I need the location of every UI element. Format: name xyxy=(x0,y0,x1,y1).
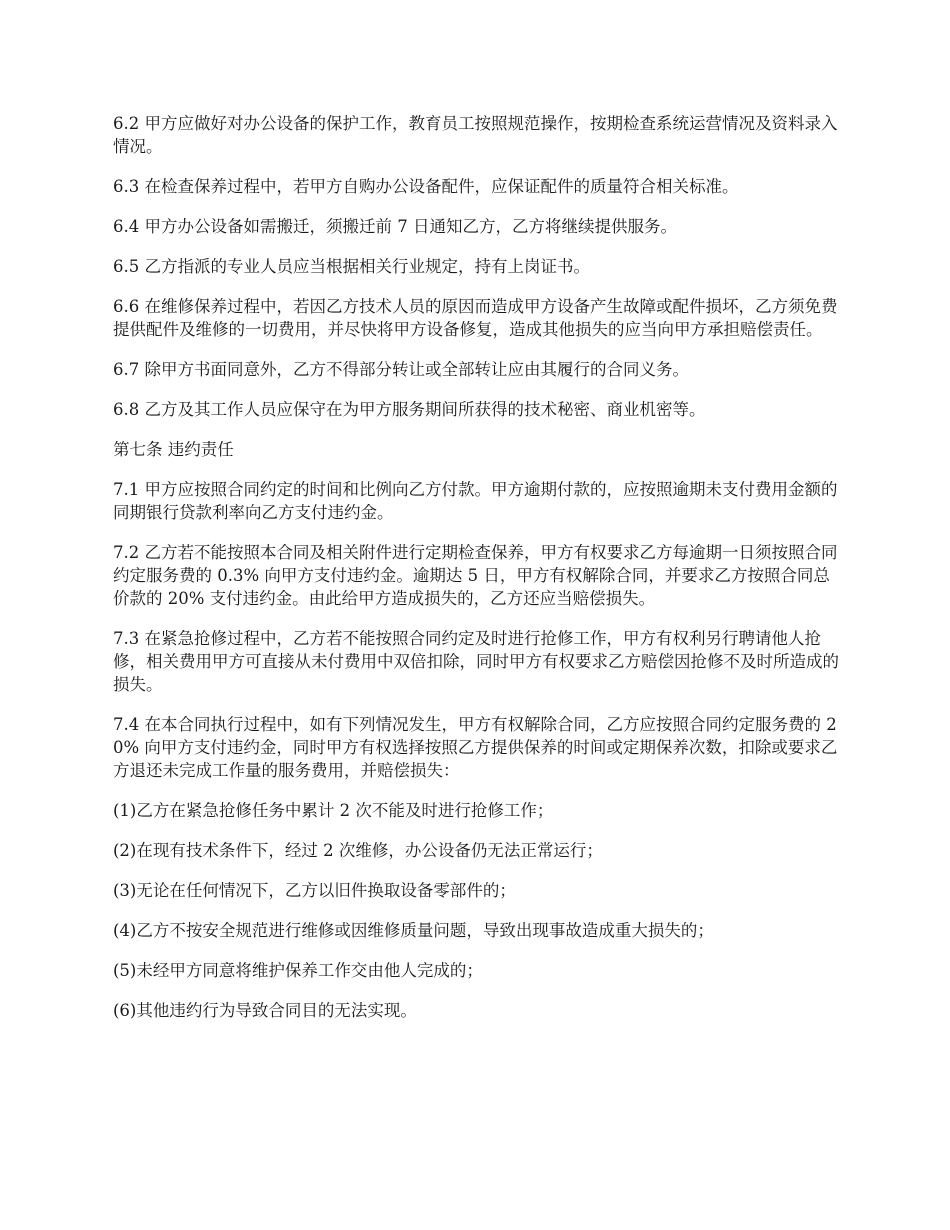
paragraph-6-6: 6.6 在维修保养过程中，若因乙方技术人员的原因而造成甲方设备产生故障或配件损坏，乙方须免费提供配件及维修的一切费用，并尽快将甲方设备修复，造成其他损失的应当向甲方承担赔偿责任。 xyxy=(113,297,838,339)
list-item-5: (5)未经甲方同意将维护保养工作交由他人完成的； xyxy=(113,961,483,980)
clause-7-2: 7.2 乙方若不能按照本合同及相关附件进行定期检查保养，甲方有权要求乙方每逾期一日须按照合同约定服务费的 0.3% 向甲方支付违约金。逾期达 5 日，甲方有权解除合同，并要求乙方按照合同总价款的 20% 支付违约金。由此给甲方造成损失的，乙方还应当赔偿损失。 xyxy=(113,543,838,608)
list-item-1: (1)乙方在紧急抢修任务中累计 2 次不能及时进行抢修工作； xyxy=(113,801,554,820)
clause-7-3: 7.3 在紧急抢修过程中，乙方若不能按照合同约定及时进行抢修工作，甲方有权利另行聘请他人抢修，相关费用甲方可直接从未付费用中双倍扣除，同时甲方有权要求乙方赔偿因抢修不及时所造成的损失。 xyxy=(113,629,839,694)
list-item-3: (3)无论在任何情况下，乙方以旧件换取设备零部件的； xyxy=(113,881,516,900)
paragraph-6-5: 6.5 乙方指派的专业人员应当根据相关行业规定，持有上岗证书。 xyxy=(113,257,590,276)
paragraph-6-4: 6.4 甲方办公设备如需搬迁，须搬迁前 7 日通知乙方，乙方将继续提供服务。 xyxy=(113,217,677,236)
paragraph-6-8: 6.8 乙方及其工作人员应保守在为甲方服务期间所获得的技术秘密、商业机密等。 xyxy=(113,400,706,419)
paragraph-6-3: 6.3 在检查保养过程中，若甲方自购办公设备配件，应保证配件的质量符合相关标准。 xyxy=(113,177,739,196)
list-item-2: (2)在现有技术条件下，经过 2 次维修，办公设备仍无法正常运行； xyxy=(113,841,603,860)
clause-7-1: 7.1 甲方应按照合同约定的时间和比例向乙方付款。甲方逾期付款的，应按照逾期未支付费用金额的同期银行贷款利率向乙方支付违约金。 xyxy=(113,480,838,522)
list-item-6: (6)其他违约行为导致合同目的无法实现。 xyxy=(113,1001,417,1020)
clause-7-4: 7.4 在本合同执行过程中，如有下列情况发生，甲方有权解除合同，乙方应按照合同约定服务费的 20% 向甲方支付违约金，同时甲方有权选择按照乙方提供保养的时间或定期保养次数，扣除或要求乙方退还未完成工作量的服务费用，并赔偿损失： xyxy=(113,715,838,780)
section-heading-article-7: 第七条 违约责任 xyxy=(113,440,234,459)
list-item-4: (4)乙方不按安全规范进行维修或因维修质量问题，导致出现事故造成重大损失的； xyxy=(113,921,714,940)
paragraph-6-2: 6.2 甲方应做好对办公设备的保护工作，教育员工按照规范操作，按期检查系统运营情况及资料录入情况。 xyxy=(113,114,838,156)
paragraph-6-7: 6.7 除甲方书面同意外，乙方不得部分转让或全部转让应由其履行的合同义务。 xyxy=(113,360,689,379)
document-body xyxy=(113,112,841,1039)
